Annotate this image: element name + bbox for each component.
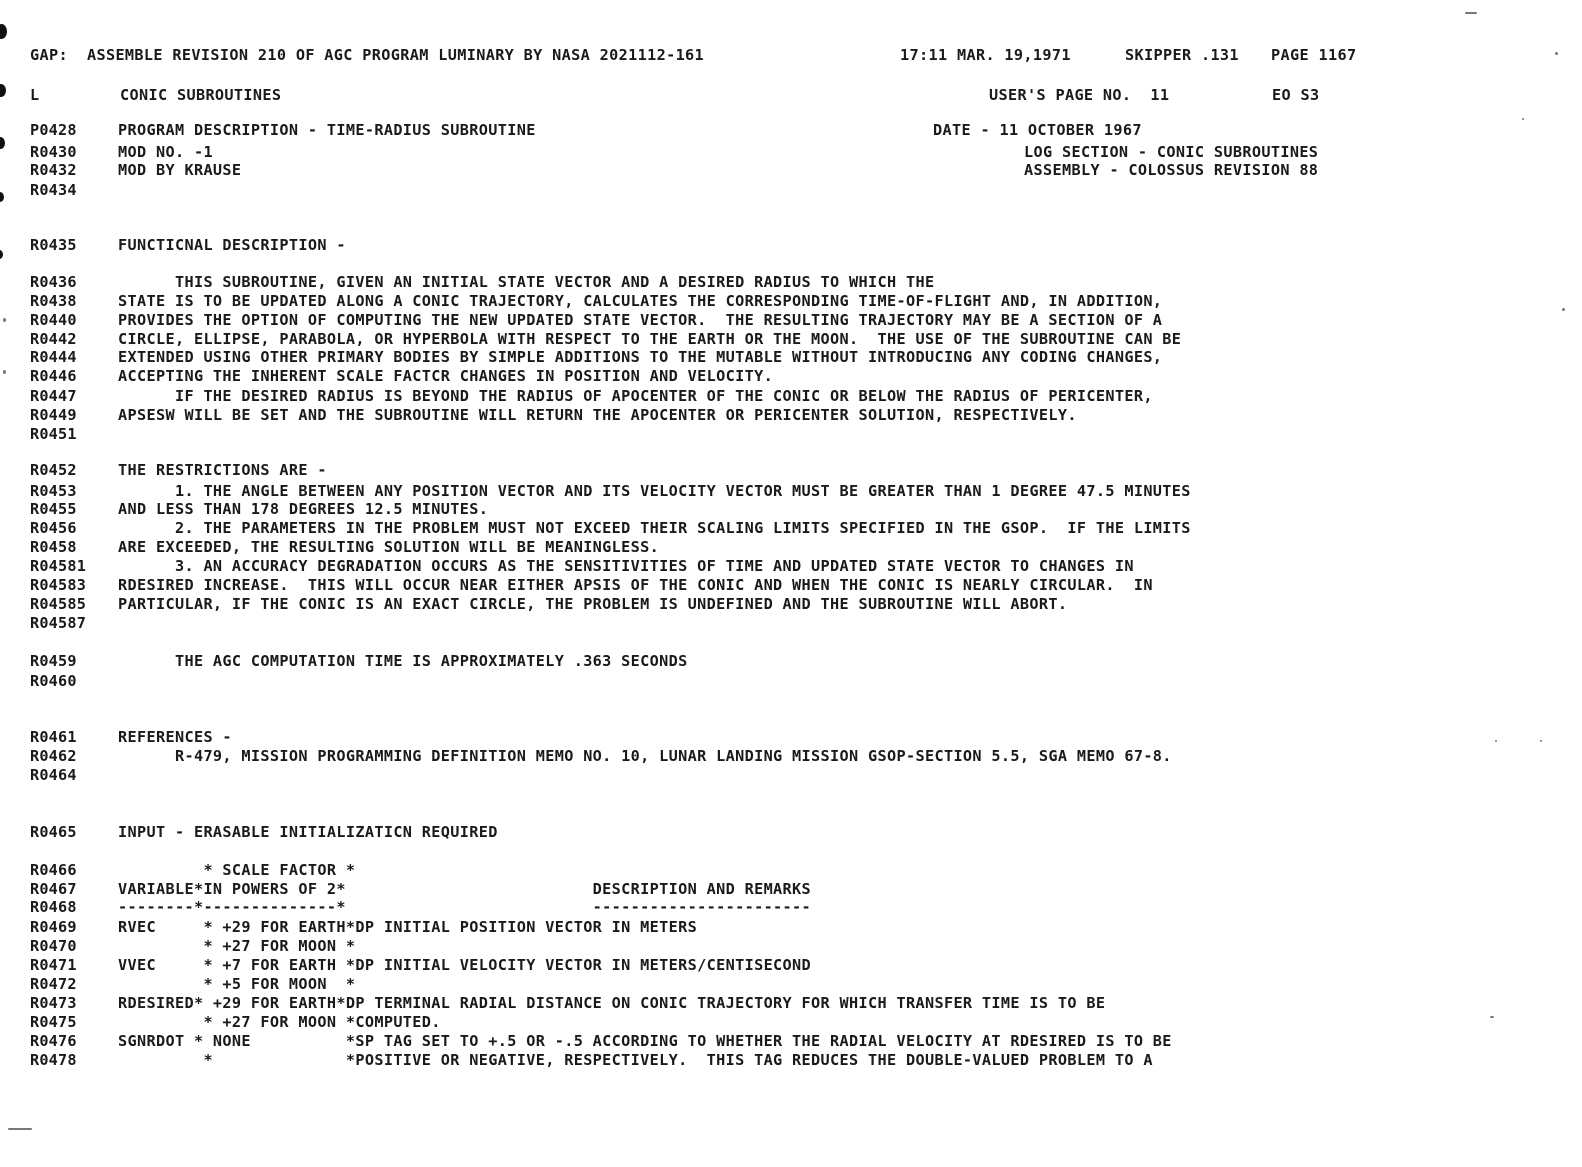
listing-text: THE AGC COMPUTATION TIME IS APPROXIMATELY .363 SECONDS: [118, 652, 688, 670]
sequence-number: R0456: [30, 519, 77, 537]
listing-text: * *POSITIVE OR NEGATIVE, RESPECTIVELY. THIS TAG REDUCES THE DOUBLE-VALUED PROBLEM TO A: [118, 1051, 1153, 1069]
listing-text: 1. THE ANGLE BETWEEN ANY POSITION VECTOR AND ITS VELOCITY VECTOR MUST BE GREATER THAN 1 DEGREE 47.5 MINUTES: [118, 482, 1191, 500]
listing-text: THIS SUBROUTINE, GIVEN AN INITIAL STATE VECTOR AND A DESIRED RADIUS TO WHICH THE: [118, 273, 935, 291]
sequence-number: R0469: [30, 918, 77, 936]
listing-text: INPUT - ERASABLE INITIALIZATICN REQUIRED: [118, 823, 498, 841]
sequence-number: R0435: [30, 236, 77, 254]
sequence-number: R0468: [30, 898, 77, 916]
listing-text: CIRCLE, ELLIPSE, PARABOLA, OR HYPERBOLA WITH RESPECT TO THE EARTH OR THE MOON. THE USE OF THE SUBROUTINE CAN BE: [118, 330, 1182, 348]
scan-speck: [1555, 52, 1558, 55]
sequence-number: R0432: [30, 161, 77, 179]
listing-text: MOD BY KRAUSE: [118, 161, 242, 179]
sequence-number: R0475: [30, 1013, 77, 1031]
subheader-users-page: USER'S PAGE NO. 11: [989, 86, 1170, 104]
sequence-number: R0453: [30, 482, 77, 500]
listing-text: MOD NO. -1: [118, 143, 213, 161]
sequence-number: R0440: [30, 311, 77, 329]
listing-text: VARIABLE*IN POWERS OF 2* DESCRIPTION AND REMARKS: [118, 880, 812, 898]
sequence-number: R04581: [30, 557, 87, 575]
listing-text: VVEC * +7 FOR EARTH *DP INITIAL VELOCITY VECTOR IN METERS/CENTISECOND: [118, 956, 812, 974]
scan-speck: [1540, 740, 1542, 742]
sequence-number: R0467: [30, 880, 77, 898]
scan-speck: [1490, 1016, 1494, 1018]
listing-right-text: DATE - 11 OCTOBER 1967: [933, 121, 1142, 139]
sequence-number: R0462: [30, 747, 77, 765]
header-gap-line: GAP: ASSEMBLE REVISION 210 OF AGC PROGRAM LUMINARY BY NASA 2021112-161: [30, 46, 705, 64]
sequence-number: R04587: [30, 614, 87, 632]
sequence-number: R0459: [30, 652, 77, 670]
listing-text: RDESIRED* +29 FOR EARTH*DP TERMINAL RADIAL DISTANCE ON CONIC TRAJECTORY FOR WHICH TRANSFER TIME IS TO BE: [118, 994, 1106, 1012]
binder-hole-mark: [0, 192, 4, 202]
listing-text: SGNRDOT * NONE *SP TAG SET TO +.5 OR -.5 ACCORDING TO WHETHER THE RADIAL VELOCITY AT RDESIRED IS TO BE: [118, 1032, 1172, 1050]
sequence-number: R0446: [30, 367, 77, 385]
listing-text: PROVIDES THE OPTION OF COMPUTING THE NEW UPDATED STATE VECTOR. THE RESULTING TRAJECTORY MAY BE A SECTION OF A: [118, 311, 1163, 329]
listing-text: * +27 FOR MOON *COMPUTED.: [118, 1013, 441, 1031]
scan-speck: [1562, 308, 1565, 311]
listing-text: * +27 FOR MOON *: [118, 937, 356, 955]
sequence-number: R0466: [30, 861, 77, 879]
listing-text: --------*--------------* -----------------------: [118, 898, 812, 916]
scan-speck: [1522, 118, 1524, 120]
sequence-number: R0452: [30, 461, 77, 479]
sequence-number: R04583: [30, 576, 87, 594]
listing-right-text: LOG SECTION - CONIC SUBROUTINES: [1024, 143, 1319, 161]
listing-text: EXTENDED USING OTHER PRIMARY BODIES BY SIMPLE ADDITIONS TO THE MUTABLE WITHOUT INTRODUCING ANY CODING CHANGES,: [118, 348, 1163, 366]
subheader-section: CONIC SUBROUTINES: [120, 86, 282, 104]
scan-speck: [1495, 740, 1497, 742]
listing-text: 2. THE PARAMETERS IN THE PROBLEM MUST NOT EXCEED THEIR SCALING LIMITS SPECIFIED IN THE GSOP. IF THE LIMITS: [118, 519, 1191, 537]
binder-hole-mark: [0, 84, 6, 97]
subheader-marker: L: [30, 86, 40, 104]
listing-text: THE RESTRICTIONS ARE -: [118, 461, 327, 479]
sequence-number: R0476: [30, 1032, 77, 1050]
sequence-number: R0473: [30, 994, 77, 1012]
sequence-number: R0472: [30, 975, 77, 993]
sequence-number: R0438: [30, 292, 77, 310]
scan-speck: [3, 318, 6, 322]
header-skipper: SKIPPER .131: [1125, 46, 1239, 64]
binder-hole-mark: [0, 137, 5, 149]
sequence-number: R0455: [30, 500, 77, 518]
sequence-number: R0436: [30, 273, 77, 291]
listing-text: STATE IS TO BE UPDATED ALONG A CONIC TRAJECTORY, CALCULATES THE CORRESPONDING TIME-OF-FLIGHT AND, IN ADDITION,: [118, 292, 1163, 310]
listing-text: AND LESS THAN 178 DEGREES 12.5 MINUTES.: [118, 500, 489, 518]
header-timestamp: 17:11 MAR. 19,1971: [900, 46, 1071, 64]
sequence-number: R0434: [30, 181, 77, 199]
listing-text: * +5 FOR MOON *: [118, 975, 356, 993]
sequence-number: R0478: [30, 1051, 77, 1069]
scan-speck: [8, 1128, 32, 1130]
listing-text: IF THE DESIRED RADIUS IS BEYOND THE RADIUS OF APOCENTER OF THE CONIC OR BELOW THE RADIUS OF PERICENTER,: [118, 387, 1153, 405]
listing-text: APSESW WILL BE SET AND THE SUBROUTINE WILL RETURN THE APOCENTER OR PERICENTER SOLUTION, RESPECTIVELY.: [118, 406, 1077, 424]
sequence-number: P0428: [30, 121, 77, 139]
sequence-number: R0461: [30, 728, 77, 746]
listing-text: RVEC * +29 FOR EARTH*DP INITIAL POSITION VECTOR IN METERS: [118, 918, 698, 936]
scan-speck: [1465, 12, 1477, 14]
listing-text: * SCALE FACTOR *: [118, 861, 356, 879]
listing-text: ACCEPTING THE INHERENT SCALE FACTCR CHANGES IN POSITION AND VELOCITY.: [118, 367, 774, 385]
listing-text: ARE EXCEEDED, THE RESULTING SOLUTION WILL BE MEANINGLESS.: [118, 538, 660, 556]
listing-text: RDESIRED INCREASE. THIS WILL OCCUR NEAR EITHER APSIS OF THE CONIC AND WHEN THE CONIC IS NEARLY CIRCULAR. IN: [118, 576, 1153, 594]
listing-text: PROGRAM DESCRIPTION - TIME-RADIUS SUBROUTINE: [118, 121, 536, 139]
listing-text: REFERENCES -: [118, 728, 232, 746]
listing-text: PARTICULAR, IF THE CONIC IS AN EXACT CIRCLE, THE PROBLEM IS UNDEFINED AND THE SUBROUTINE WILL ABORT.: [118, 595, 1068, 613]
listing-right-text: ASSEMBLY - COLOSSUS REVISION 88: [1024, 161, 1319, 179]
scan-speck: [3, 370, 6, 374]
listing-text: FUNCTICNAL DESCRIPTION -: [118, 236, 346, 254]
binder-hole-mark: [0, 24, 7, 39]
sequence-number: R0464: [30, 766, 77, 784]
sequence-number: R0430: [30, 143, 77, 161]
sequence-number: R0458: [30, 538, 77, 556]
sequence-number: R0465: [30, 823, 77, 841]
sequence-number: R0471: [30, 956, 77, 974]
sequence-number: R0449: [30, 406, 77, 424]
sequence-number: R0470: [30, 937, 77, 955]
sequence-number: R04585: [30, 595, 87, 613]
subheader-eo: EO S3: [1272, 86, 1320, 104]
sequence-number: R0447: [30, 387, 77, 405]
listing-text: R-479, MISSION PROGRAMMING DEFINITION MEMO NO. 10, LUNAR LANDING MISSION GSOP-SECTION 5.5, SGA MEMO 67-8.: [118, 747, 1172, 765]
sequence-number: R0442: [30, 330, 77, 348]
sequence-number: R0460: [30, 672, 77, 690]
header-page-number: PAGE 1167: [1271, 46, 1357, 64]
sequence-number: R0444: [30, 348, 77, 366]
binder-hole-mark: [0, 250, 3, 259]
listing-text: 3. AN ACCURACY DEGRADATION OCCURS AS THE SENSITIVITIES OF TIME AND UPDATED STATE VECTOR TO CHANGES IN: [118, 557, 1134, 575]
sequence-number: R0451: [30, 425, 77, 443]
